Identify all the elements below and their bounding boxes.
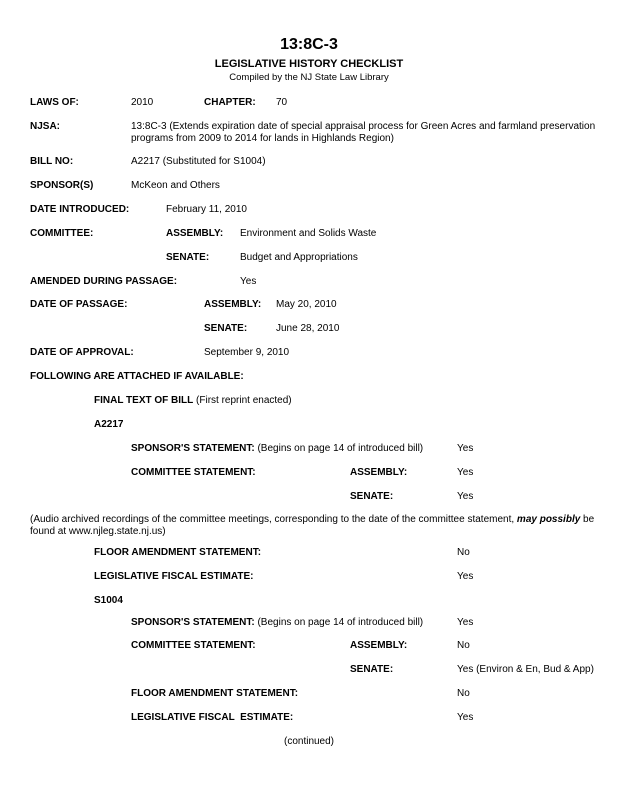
sponsors-label: SPONSOR(S) bbox=[30, 180, 94, 191]
date-introduced-value: February 11, 2010 bbox=[166, 204, 247, 215]
s1004-floor-value: No bbox=[457, 688, 470, 699]
s1004-senate-label: SENATE: bbox=[350, 664, 394, 675]
a2217-sponsor-value: Yes bbox=[457, 443, 474, 454]
chapter-label: CHAPTER: bbox=[204, 97, 256, 108]
s1004-sponsor-note: (Begins on page 14 of introduced bill) bbox=[257, 617, 424, 628]
a2217-senate-label: SENATE: bbox=[350, 491, 394, 502]
amended-value: Yes bbox=[240, 276, 257, 287]
a2217-fiscal-value: Yes bbox=[457, 571, 474, 582]
s1004-sponsor-value: Yes bbox=[457, 617, 474, 628]
committee-label: COMMITTEE: bbox=[30, 228, 94, 239]
s1004-fiscal-value: Yes bbox=[457, 712, 474, 723]
passage-senate-value: June 28, 2010 bbox=[276, 323, 340, 334]
a2217-sponsor-label: SPONSOR'S STATEMENT: bbox=[131, 443, 255, 454]
attached-heading: FOLLOWING ARE ATTACHED IF AVAILABLE: bbox=[30, 371, 244, 382]
a2217-committee-label: COMMITTEE STATEMENT: bbox=[131, 467, 256, 478]
a2217-assembly-value: Yes bbox=[457, 467, 474, 478]
s1004-committee-label: COMMITTEE STATEMENT: bbox=[131, 640, 256, 651]
a2217-assembly-label: ASSEMBLY: bbox=[350, 467, 408, 478]
date-of-approval-label: DATE OF APPROVAL: bbox=[30, 347, 134, 358]
continued-note: (continued) bbox=[283, 736, 335, 747]
s1004-heading: S1004 bbox=[94, 595, 123, 606]
amended-label: AMENDED DURING PASSAGE: bbox=[30, 276, 178, 287]
a2217-sponsor-line bbox=[131, 443, 423, 454]
committee-assembly-value: Environment and Solids Waste bbox=[240, 228, 377, 239]
laws-of-label: LAWS OF: bbox=[30, 97, 79, 108]
audio-note-text-after: be found at www.njleg.state.nj.us) bbox=[30, 514, 595, 537]
audio-note-text-before: (Audio archived recordings of the committee meetings, corresponding to the date of the committee statement, bbox=[30, 514, 517, 525]
s1004-sponsor-label: SPONSOR'S STATEMENT: bbox=[131, 617, 255, 628]
laws-of-value: 2010 bbox=[131, 97, 154, 108]
s1004-sponsor-line bbox=[131, 617, 423, 628]
date-of-passage-label: DATE OF PASSAGE: bbox=[30, 299, 128, 310]
bill-no-label: BILL NO: bbox=[30, 156, 74, 167]
passage-assembly-value: May 20, 2010 bbox=[276, 299, 337, 310]
bill-no-value: A2217 (Substituted for S1004) bbox=[131, 156, 266, 167]
final-text-line bbox=[94, 395, 292, 406]
passage-senate-label: SENATE: bbox=[204, 323, 248, 334]
page-subtitle: LEGISLATIVE HISTORY CHECKLIST bbox=[214, 58, 404, 70]
passage-assembly-label: ASSEMBLY: bbox=[204, 299, 262, 310]
compiled-by: Compiled by the NJ State Law Library bbox=[229, 72, 389, 83]
final-text-label: FINAL TEXT OF BILL bbox=[94, 395, 194, 406]
committee-assembly-label: ASSEMBLY: bbox=[166, 228, 224, 239]
a2217-floor-value: No bbox=[457, 547, 470, 558]
date-of-approval-value: September 9, 2010 bbox=[204, 347, 290, 358]
s1004-assembly-value: No bbox=[457, 640, 470, 651]
audio-note-emphasis: may possibly bbox=[516, 514, 581, 525]
s1004-senate-value: Yes (Environ & En, Bud & App) bbox=[457, 664, 594, 675]
final-text-note: (First reprint enacted) bbox=[196, 395, 292, 406]
a2217-floor-label: FLOOR AMENDMENT STATEMENT: bbox=[94, 547, 262, 558]
s1004-assembly-label: ASSEMBLY: bbox=[350, 640, 408, 651]
s1004-fiscal-label: LEGISLATIVE FISCAL ESTIMATE: bbox=[131, 712, 294, 723]
page-title: 13:8C-3 bbox=[280, 36, 338, 53]
a2217-heading: A2217 bbox=[94, 419, 124, 430]
a2217-senate-value: Yes bbox=[457, 491, 474, 502]
sponsors-value: McKeon and Others bbox=[131, 180, 220, 191]
njsa-label: NJSA: bbox=[30, 121, 61, 132]
chapter-value: 70 bbox=[276, 97, 288, 108]
committee-senate-value: Budget and Appropriations bbox=[240, 252, 358, 263]
njsa-value: 13:8C-3 (Extends expiration date of special appraisal process for Green Acres and farmland preservation programs from 2009 to 2014 for lands in Highlands Region) bbox=[131, 121, 596, 144]
s1004-floor-label: FLOOR AMENDMENT STATEMENT: bbox=[131, 688, 299, 699]
a2217-sponsor-note: (Begins on page 14 of introduced bill) bbox=[257, 443, 424, 454]
a2217-fiscal-label: LEGISLATIVE FISCAL ESTIMATE: bbox=[94, 571, 254, 582]
date-introduced-label: DATE INTRODUCED: bbox=[30, 204, 130, 215]
committee-senate-label: SENATE: bbox=[166, 252, 210, 263]
audio-note bbox=[30, 514, 605, 538]
